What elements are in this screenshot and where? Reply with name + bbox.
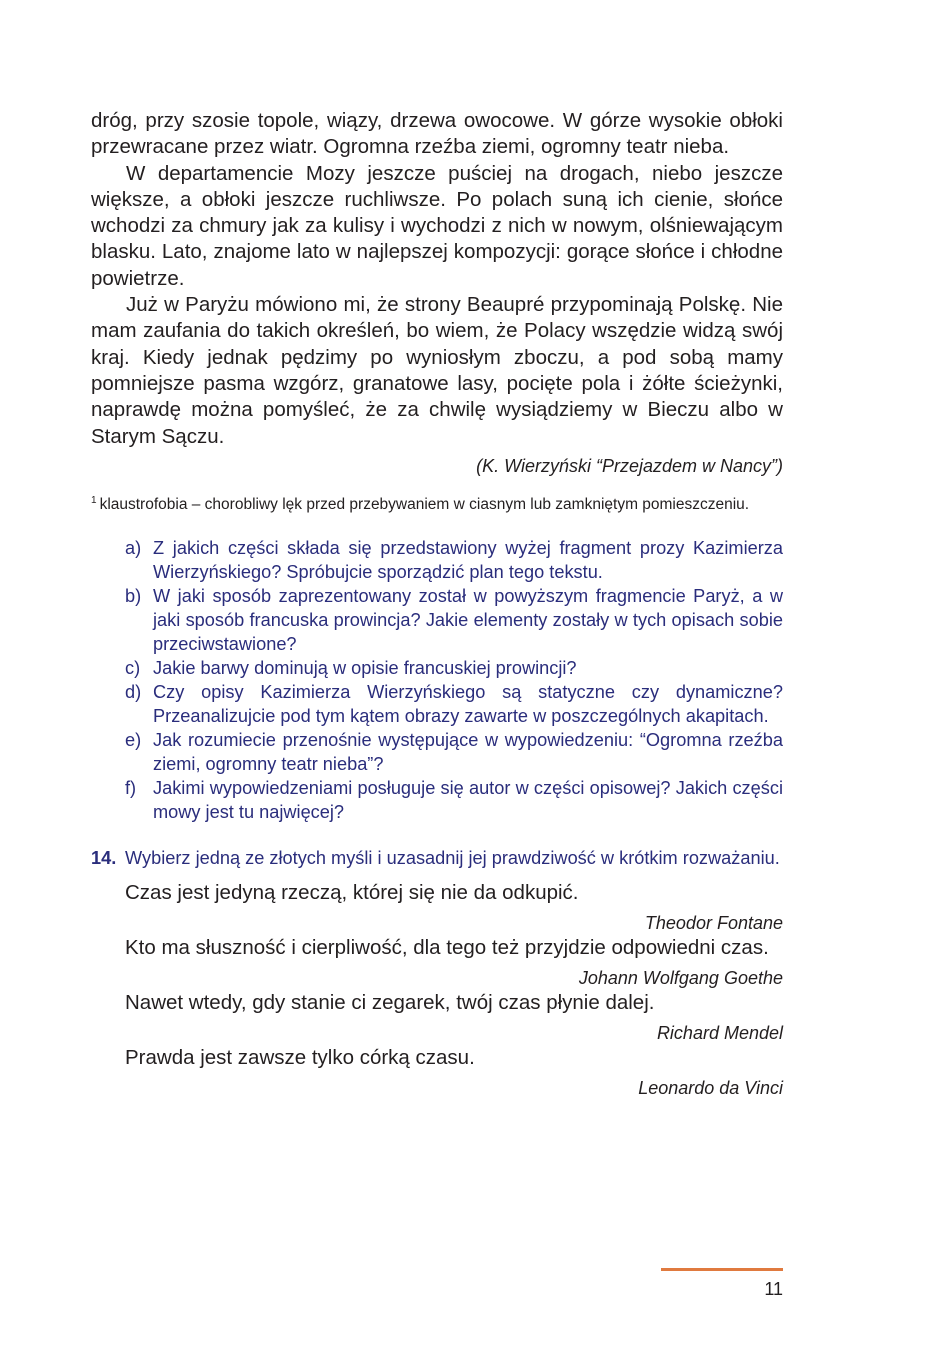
quote-author: Leonardo da Vinci [638,1077,783,1098]
question-text: W jaki sposób zaprezentowany został w powyższym fragmencie Paryż, a w jaki sposób francuska prowincja? Jakie elementy zostały w tych opisach sobie przeciwstawione? [153,585,783,654]
question-label: f) [125,777,137,798]
quote-text: Prawda jest zawsze tylko córką czasu. [125,1045,475,1069]
quote-text: Czas jest jedyną rzeczą, której się nie da odkupić. [125,880,579,904]
question-label: a) [125,537,142,558]
footnote [91,490,783,516]
footnote-text: klaustrofobia – chorobliwy lęk przed przebywaniem w ciasnym lub zamkniętym pomieszczeniu. [99,495,750,513]
prose-excerpt [91,108,783,450]
question-text: Jak rozumiecie przenośnie występujące w wypowiedzeniu: “Ogromna rzeźba ziemi, ogromny teatr nieba”? [153,729,783,774]
source-citation: (K. Wierzyński “Przejazdem w Nancy”) [476,455,783,476]
question-label: d) [125,681,142,702]
task-instruction: Wybierz jedną ze złotych myśli i uzasadnij jej prawdziwość w krótkim rozważaniu. [125,847,780,868]
quote-text: Nawet wtedy, gdy stanie ci zegarek, twój czas płynie dalej. [125,990,655,1014]
footnote-marker: 1 [91,494,97,506]
question-label: b) [125,585,142,606]
question-item [125,680,783,728]
task-14 [91,846,783,870]
prose-paragraph: Już w Paryżu mówiono mi, że strony Beaupré przypominają Polskę. Nie mam zaufania do takich określeń, bo wiem, że Polacy wszędzie widzą swój kraj. Kiedy jednak pędzimy po wyniosłym zboczu, a pod sobą mamy pomniejsze pasma wzgórz, granatowe lasy, pocięte pola i żółte ścieżynki, naprawdę można pomyśleć, że za chwilę wysiądziemy w Bieczu albo w Starym Sączu. [91,293,783,448]
quote-author: Johann Wolfgang Goethe [578,967,783,988]
question-item [125,584,783,656]
quote-list [125,880,783,1100]
quote-block [125,990,783,1045]
prose-paragraph: dróg, przy szosie topole, wiązy, drzewa owocowe. W górze wysokie obłoki przewracane przez wiatr. Ogromna rzeźba ziemi, ogromny teatr nieba. [91,109,783,159]
quote-block [125,935,783,990]
question-text: Jakie barwy dominują w opisie francuskiej prowincji? [153,657,577,678]
page-content [91,108,783,1100]
question-item [125,536,783,584]
question-text: Jakimi wypowiedzeniami posługuje się autor w części opisowej? Jakich części mowy jest tu najwięcej? [153,777,783,822]
quote-text: Kto ma słuszność i cierpliwość, dla tego też przyjdzie odpowiedni czas. [125,935,769,959]
quote-author: Richard Mendel [656,1022,783,1043]
question-item [125,656,783,680]
prose-paragraph: W departamencie Mozy jeszcze puściej na drogach, niebo jeszcze większe, a obłoki jeszcze ruchliwsze. Po polach suną ich cienie, słońce wchodzi za chmury jak za kulisy i wychodzi z nich w nowym, olśniewającym blasku. Lato, znajome lato w najlepszej kompozycji: gorące słońce i chłodne powietrze. [91,161,783,290]
question-text: Z jakich części składa się przedstawiony wyżej fragment prozy Kazimierza Wierzyńskiego? Spróbujcie sporządzić plan tego tekstu. [153,537,783,582]
question-label: e) [125,729,142,750]
page-number: 11 [764,1279,783,1299]
quote-author: Theodor Fontane [644,912,783,933]
question-label: c) [125,657,141,678]
task-number: 14. [91,847,117,868]
question-list [91,536,783,824]
question-text: Czy opisy Kazimierza Wierzyńskiego są statyczne czy dynamiczne? Przeanalizujcie pod tym kątem obrazy zawarte w poszczególnych akapitach. [153,681,783,726]
question-item [125,776,783,824]
quote-block [125,880,783,935]
question-item [125,728,783,776]
footer-accent-rule [661,1268,783,1271]
quote-block [125,1045,783,1100]
